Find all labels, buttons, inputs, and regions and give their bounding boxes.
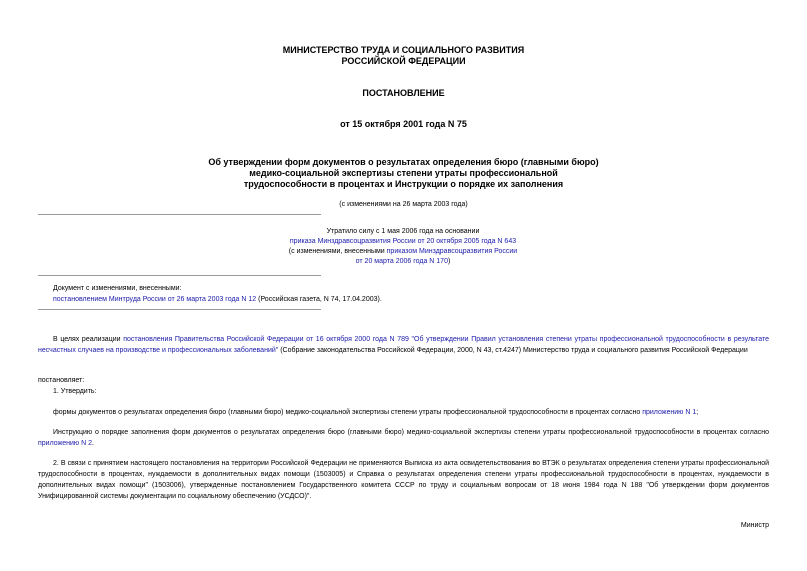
paragraph-forms: [53, 407, 769, 418]
doc-title: [0, 157, 807, 190]
instruction-end: .: [92, 440, 94, 447]
item-1: 1. Утвердить:: [53, 388, 97, 395]
doc-type: ПОСТАНОВЛЕНИЕ: [362, 88, 445, 98]
doc-title-line-2: медико-социальной экспертизы степени утраты профессиональной: [249, 168, 558, 178]
link-appendix-1[interactable]: приложению N 1: [642, 409, 697, 416]
changes-suffix: (Российская газета, N 74, 17.04.2003).: [256, 296, 382, 303]
status-link-order-170-b[interactable]: от 20 марта 2006 года N 170: [355, 258, 448, 265]
changes-label: Документ с изменениями, внесенными:: [53, 285, 182, 292]
status-link-order-170-a[interactable]: приказом Минздравсоцразвития России: [386, 248, 518, 255]
status-block: [248, 227, 558, 267]
doc-title-line-3: трудоспособности в процентах и Инструкции о порядке их заполнения: [243, 179, 564, 189]
ministry-line-2: РОССИЙСКОЙ ФЕДЕРАЦИИ: [341, 56, 466, 66]
paragraph-preamble: [38, 334, 769, 356]
forms-text: формы документов о результатах определения бюро (главными бюро) медико-социальной экспертизы степени утраты профессиональной трудоспособности в процентах согласно: [53, 409, 643, 416]
preamble-suffix: (Собрание законодательства Российской Федерации, 2000, N 43, ст.4247) Министерство труда и социального развития Российской Федерации: [278, 347, 748, 354]
forms-end: ;: [696, 409, 699, 416]
status-link-order-643[interactable]: приказа Минздравсоцразвития России от 20 октября 2005 года N 643: [289, 238, 517, 245]
divider: [38, 275, 321, 276]
doc-title-line-1: Об утверждении форм документов о результатах определения бюро (главными бюро): [208, 157, 599, 167]
status-line-4-suffix: ): [447, 258, 451, 265]
paragraph-item-2: 2. В связи с принятием настоящего постановления на территории Российской Федерации не применяются Выписка из акта освидетельствования во ВТЭК о результатах определения степени утраты профессиональной трудоспособности в процентах, нуждаемости в дополнительных видах помощи (1503005) и Справка о результатах определения степени утраты профессиональной трудоспособности в процентах, нуждаемости в дополнительных видах помощи" (1503006), утвержденные постановлением Государственного комитета СССР по труду и социальным вопросам от 18 июня 1984 года N 188 "Об утверждении форм документов Унифицированной системы документации по социальному обеспечению (УСДСО)".: [38, 460, 769, 500]
decree-word: постановляет:: [38, 377, 85, 384]
amendments-note: (с изменениями на 26 марта 2003 года): [339, 201, 468, 208]
ministry-line-1: МИНИСТЕРСТВО ТРУДА И СОЦИАЛЬНОГО РАЗВИТИЯ: [282, 45, 525, 55]
instruction-text: Инструкцию о порядке заполнения форм документов о результатах определения бюро (главными бюро) медико-социальной экспертизы степени утраты профессиональной трудоспособности в процентах согласно: [53, 429, 769, 436]
preamble-prefix: В целях реализации: [53, 336, 124, 343]
status-line-3-prefix: (с изменениями, внесенными: [288, 248, 387, 255]
divider: [38, 309, 321, 310]
changes-link-order-12[interactable]: постановлением Минтруда России от 26 марта 2003 года N 12: [53, 296, 257, 303]
ministry-name: [0, 45, 807, 67]
status-line-1: Утратило силу с 1 мая 2006 года на основании: [326, 228, 480, 235]
link-appendix-2[interactable]: приложению N 2: [38, 440, 93, 447]
changes-block: [53, 284, 553, 305]
doc-date-number: от 15 октября 2001 года N 75: [340, 119, 467, 129]
paragraph-instruction: [38, 427, 769, 449]
signature-title: Министр: [740, 522, 769, 529]
divider: [38, 214, 321, 215]
link-government-decree-789[interactable]: постановления Правительства Российской Федерации от 16 октября 2000 года N 789 "Об утверждении Правил установления степени утраты профессиональной трудоспособности в результате несчастных случаев на производстве и профессиональных заболеваний": [38, 336, 770, 354]
